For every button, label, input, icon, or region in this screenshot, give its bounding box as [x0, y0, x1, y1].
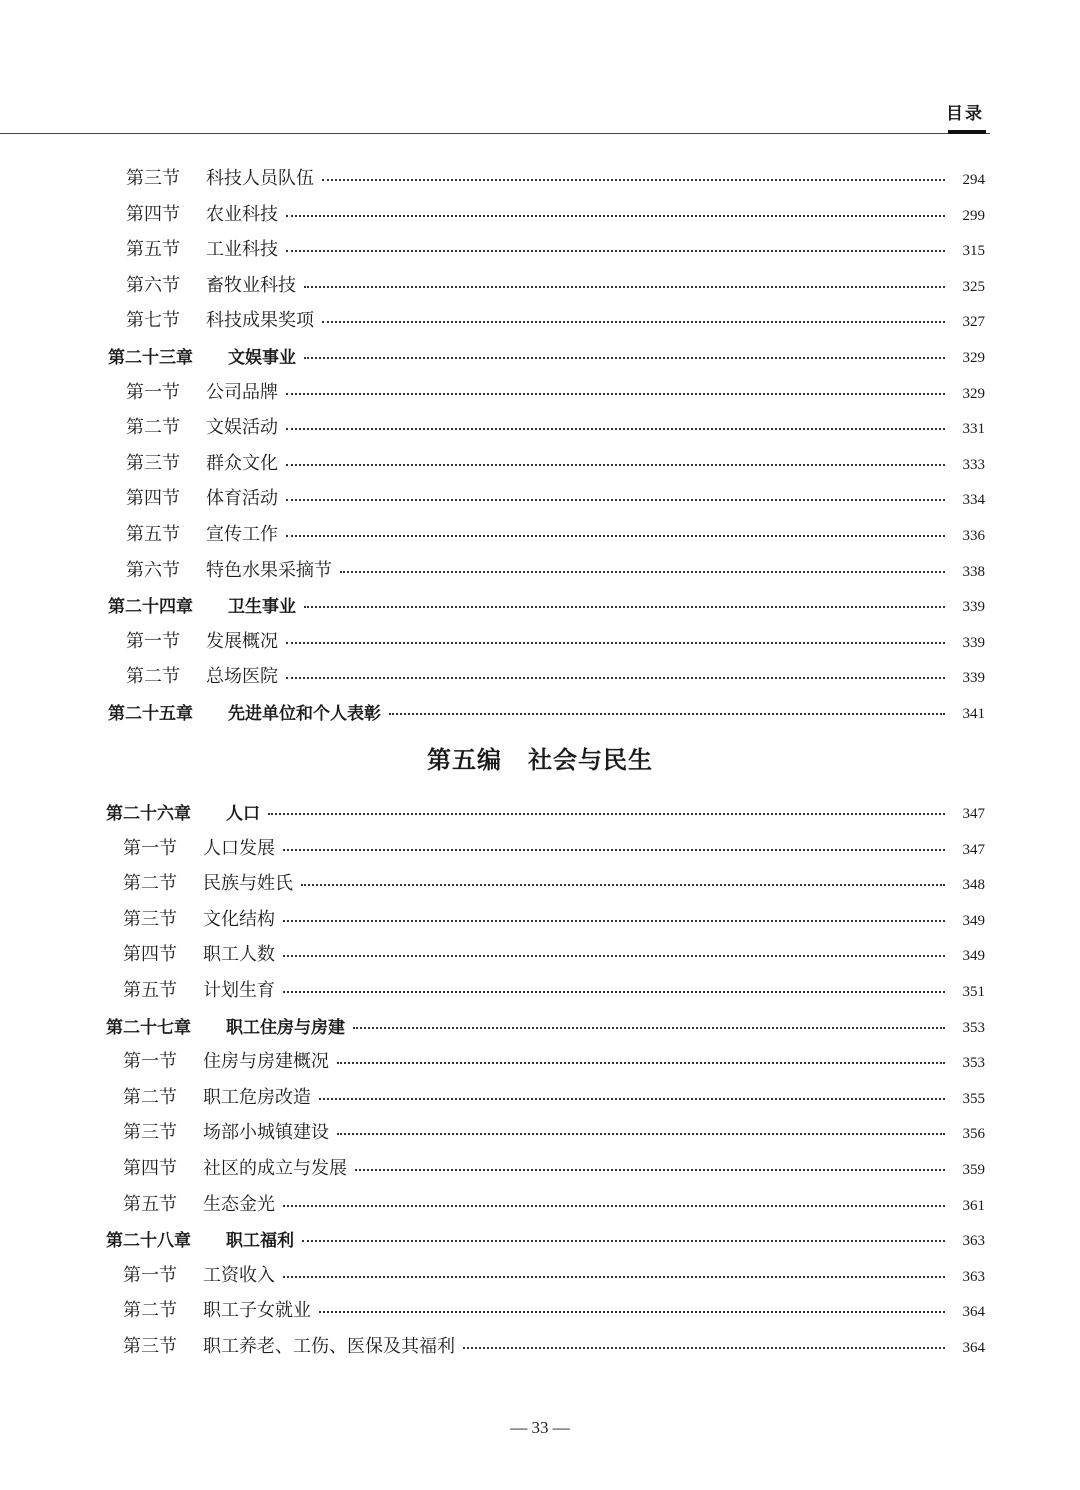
toc-section-entry[interactable]	[123, 1152, 985, 1182]
toc-entry-page: 353	[962, 1054, 985, 1071]
toc-entry-page: 338	[962, 563, 985, 580]
toc-entry-label: 第二节	[126, 666, 180, 687]
part-number: 第五编	[427, 746, 502, 774]
toc-entry-page: 333	[962, 456, 985, 473]
toc-entry-title: 职工危房改造	[203, 1087, 311, 1108]
toc-chapter-entry[interactable]	[108, 696, 985, 726]
toc-section-entry[interactable]	[126, 660, 985, 690]
toc-entry-label: 第二十四章	[108, 596, 193, 617]
dot-leader	[302, 1240, 945, 1242]
toc-section-entry[interactable]	[126, 447, 985, 477]
toc-entry-page: 355	[962, 1090, 985, 1107]
toc-entry-label: 第二节	[123, 1300, 177, 1321]
toc-entry-label: 第六节	[126, 560, 180, 581]
toc-entry-label: 第二节	[123, 1087, 177, 1108]
toc-entry-page: 347	[962, 805, 985, 822]
toc-entry-page: 351	[962, 983, 985, 1000]
part-title: 社会与民生	[528, 746, 653, 774]
toc-entry-label: 第一节	[123, 838, 177, 859]
toc-section-entry[interactable]	[123, 1188, 985, 1218]
running-head: 目录	[946, 104, 984, 124]
toc-entry-title: 职工人数	[203, 944, 275, 965]
dot-leader	[319, 1311, 945, 1313]
toc-section-entry[interactable]	[123, 938, 985, 968]
toc-entry-title: 职工子女就业	[203, 1300, 311, 1321]
dot-leader	[304, 606, 945, 608]
toc-entry-label: 第三节	[126, 453, 180, 474]
toc-entry-page: 349	[962, 947, 985, 964]
toc-entry-label: 第三节	[123, 909, 177, 930]
toc-entry-label: 第二十五章	[108, 703, 193, 724]
toc-entry-page: 331	[962, 420, 985, 437]
toc-entry-label: 第一节	[126, 382, 180, 403]
toc-entry-title: 特色水果采摘节	[206, 560, 332, 581]
toc-section-entry[interactable]	[123, 1330, 985, 1360]
toc-entry-label: 第四节	[126, 488, 180, 509]
toc-entry-label: 第五节	[126, 239, 180, 260]
toc-entry-page: 364	[962, 1303, 985, 1320]
toc-chapter-entry[interactable]	[106, 796, 985, 826]
toc-entry-page: 336	[962, 527, 985, 544]
toc-entry-title: 人口	[226, 803, 260, 824]
dot-leader	[283, 991, 945, 993]
dot-leader	[286, 499, 945, 501]
toc-entry-title: 住房与房建概况	[203, 1051, 329, 1072]
toc-entry-label: 第三节	[123, 1336, 177, 1357]
toc-entry-title: 宣传工作	[206, 524, 278, 545]
toc-entry-label: 第三节	[123, 1122, 177, 1143]
toc-entry-title: 总场医院	[206, 666, 278, 687]
toc-entry-page: 353	[962, 1019, 985, 1036]
toc-entry-label: 第二十三章	[108, 347, 193, 368]
toc-entry-label: 第四节	[123, 944, 177, 965]
toc-entry-page: 339	[962, 598, 985, 615]
toc-section-entry[interactable]	[126, 233, 985, 263]
toc-section-entry[interactable]	[126, 304, 985, 334]
toc-entry-page: 325	[962, 278, 985, 295]
toc-entry-page: 315	[962, 242, 985, 259]
toc-section-entry[interactable]	[123, 1081, 985, 1111]
toc-section-entry[interactable]	[126, 198, 985, 228]
toc-entry-title: 工业科技	[206, 239, 278, 260]
toc-entry-page: 339	[962, 669, 985, 686]
dot-leader	[286, 464, 945, 466]
dot-leader	[337, 1062, 945, 1064]
toc-section-entry[interactable]	[126, 518, 985, 548]
dot-leader	[283, 955, 945, 957]
toc-section-entry[interactable]	[126, 269, 985, 299]
toc-entry-title: 发展概况	[206, 631, 278, 652]
toc-entry-title: 公司品牌	[206, 382, 278, 403]
dot-leader	[304, 286, 945, 288]
toc-entry-label: 第五节	[123, 980, 177, 1001]
dot-leader	[286, 393, 945, 395]
toc-section-entry[interactable]	[123, 867, 985, 897]
page-number: — 33 —	[510, 1418, 570, 1437]
toc-entry-title: 民族与姓氏	[203, 873, 293, 894]
toc-section-entry[interactable]	[123, 1116, 985, 1146]
toc-entry-label: 第五节	[126, 524, 180, 545]
toc-chapter-entry[interactable]	[108, 589, 985, 619]
toc-entry-page: 363	[962, 1232, 985, 1249]
toc-entry-page: 363	[962, 1268, 985, 1285]
toc-section-entry[interactable]	[123, 1294, 985, 1324]
dot-leader	[286, 642, 945, 644]
toc-section-entry[interactable]	[126, 482, 985, 512]
toc-entry-title: 文化结构	[203, 909, 275, 930]
toc-entry-label: 第五节	[123, 1194, 177, 1215]
toc-entry-title: 职工福利	[226, 1230, 294, 1251]
toc-entry-label: 第七节	[126, 310, 180, 331]
part-heading	[0, 740, 1080, 775]
toc-entry-title: 职工住房与房建	[226, 1017, 345, 1038]
toc-entry-title: 工资收入	[203, 1265, 275, 1286]
toc-entry-label: 第六节	[126, 275, 180, 296]
toc-section-entry[interactable]	[126, 554, 985, 584]
toc-entry-page: 356	[962, 1125, 985, 1142]
dot-leader	[286, 535, 945, 537]
dot-leader	[283, 1276, 945, 1278]
toc-section-entry[interactable]	[123, 1045, 985, 1075]
toc-entry-title: 畜牧业科技	[206, 275, 296, 296]
toc-section-entry[interactable]	[126, 625, 985, 655]
dot-leader	[283, 1205, 945, 1207]
toc-entry-title: 群众文化	[206, 453, 278, 474]
toc-section-entry[interactable]	[123, 1259, 985, 1289]
toc-entry-page: 329	[962, 385, 985, 402]
dot-leader	[286, 428, 945, 430]
toc-entry-title: 体育活动	[206, 488, 278, 509]
toc-section-entry[interactable]	[123, 903, 985, 933]
toc-entry-page: 349	[962, 912, 985, 929]
toc-entry-page: 347	[962, 841, 985, 858]
toc-entry-label: 第一节	[123, 1051, 177, 1072]
toc-entry-title: 场部小城镇建设	[203, 1122, 329, 1143]
dot-leader	[340, 571, 945, 573]
dot-leader	[283, 849, 945, 851]
toc-entry-page: 339	[962, 634, 985, 651]
toc-entry-title: 先进单位和个人表彰	[228, 703, 381, 724]
toc-entry-page: 364	[962, 1339, 985, 1356]
dot-leader	[463, 1347, 945, 1349]
toc-entry-label: 第二节	[123, 873, 177, 894]
toc-section-entry[interactable]	[123, 832, 985, 862]
dot-leader	[286, 677, 945, 679]
toc-entry-page: 299	[962, 207, 985, 224]
toc-entry-page: 329	[962, 349, 985, 366]
dot-leader	[304, 357, 945, 359]
toc-section-entry[interactable]	[126, 376, 985, 406]
dot-leader	[286, 215, 945, 217]
dot-leader	[353, 1027, 945, 1029]
toc-section-entry[interactable]	[126, 162, 985, 192]
toc-entry-page: 361	[962, 1197, 985, 1214]
dot-leader	[322, 321, 945, 323]
toc-entry-label: 第一节	[126, 631, 180, 652]
toc-entry-page: 334	[962, 491, 985, 508]
toc-entry-label: 第四节	[123, 1158, 177, 1179]
toc-entry-title: 职工养老、工伤、医保及其福利	[203, 1336, 455, 1357]
toc-entry-title: 农业科技	[206, 204, 278, 225]
toc-section-entry[interactable]	[126, 411, 985, 441]
toc-entry-title: 科技人员队伍	[206, 168, 314, 189]
toc-entry-title: 文娱事业	[228, 347, 296, 368]
toc-entry-label: 第四节	[126, 204, 180, 225]
toc-entry-title: 人口发展	[203, 838, 275, 859]
dot-leader	[283, 920, 945, 922]
toc-entry-page: 359	[962, 1161, 985, 1178]
toc-entry-title: 卫生事业	[228, 596, 296, 617]
toc-chapter-entry[interactable]	[106, 1223, 985, 1253]
toc-entry-label: 第二十八章	[106, 1230, 191, 1251]
toc-entry-title: 计划生育	[203, 980, 275, 1001]
toc-entry-page: 348	[962, 876, 985, 893]
dot-leader	[322, 179, 945, 181]
dot-leader	[301, 884, 945, 886]
dot-leader	[268, 813, 945, 815]
dot-leader	[337, 1133, 945, 1135]
toc-entry-page: 341	[962, 705, 985, 722]
dot-leader	[286, 250, 945, 252]
toc-entry-page: 327	[962, 313, 985, 330]
toc-chapter-entry[interactable]	[106, 1010, 985, 1040]
toc-entry-page: 294	[962, 171, 985, 188]
toc-entry-title: 社区的成立与发展	[203, 1158, 347, 1179]
toc-entry-label: 第二十七章	[106, 1017, 191, 1038]
toc-entry-title: 科技成果奖项	[206, 310, 314, 331]
dot-leader	[355, 1169, 945, 1171]
toc-entry-label: 第一节	[123, 1265, 177, 1286]
toc-section-entry[interactable]	[123, 974, 985, 1004]
toc-entry-label: 第二十六章	[106, 803, 191, 824]
dot-leader	[389, 713, 945, 715]
toc-entry-label: 第二节	[126, 417, 180, 438]
toc-entry-title: 文娱活动	[206, 417, 278, 438]
toc-entry-label: 第三节	[126, 168, 180, 189]
toc-chapter-entry[interactable]	[108, 340, 985, 370]
toc-entry-title: 生态金光	[203, 1194, 275, 1215]
dot-leader	[319, 1098, 945, 1100]
